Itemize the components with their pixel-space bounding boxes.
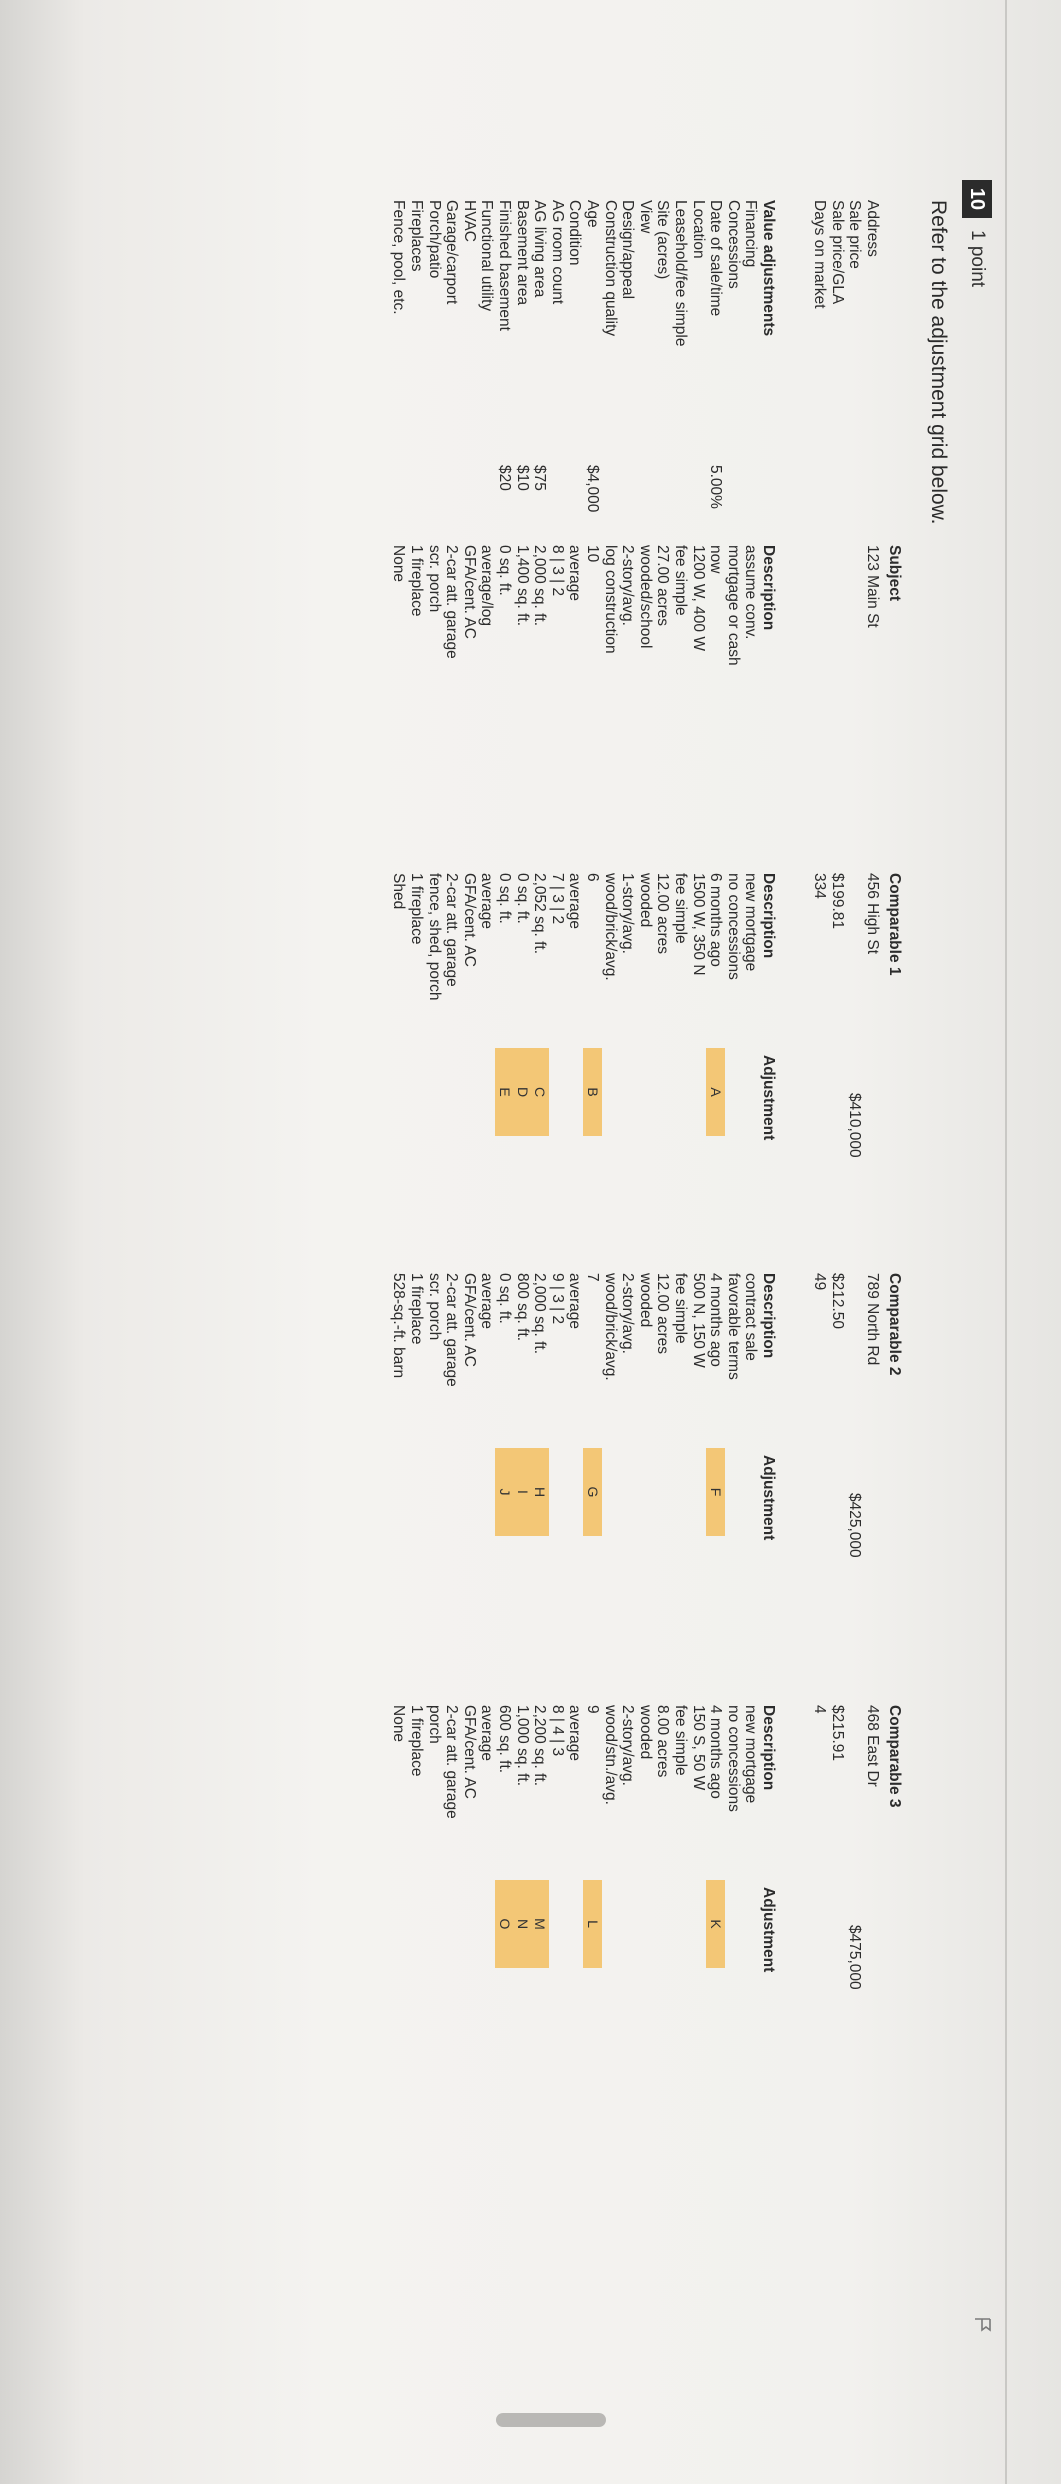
comparable-cell: favorable terms — [724, 1273, 742, 1380]
comparable-cell: Description — [760, 1273, 777, 1359]
adjustment-cell-O: O — [495, 1880, 514, 1968]
row-label: Porch/patio — [425, 200, 443, 279]
row-label: Construction quality — [601, 200, 619, 337]
comparable-cell: Shed — [390, 873, 408, 910]
comparable-cell: 4 — [811, 1705, 829, 1714]
subject-cell: 0 sq. ft. — [496, 545, 513, 596]
subject-cell: 27.00 acres — [654, 545, 672, 626]
adjustment-header: Adjustment — [760, 1887, 777, 1973]
row-label: Basement area — [513, 200, 531, 306]
comparable-cell: 789 North Rd — [864, 1273, 881, 1366]
row-label: Value adjustments — [760, 200, 777, 337]
comparable-cell: 468 East Dr — [864, 1705, 881, 1787]
card-border — [1005, 0, 1007, 2484]
adjustment-cell-K: K — [706, 1880, 725, 1968]
comparable-cell: 0 sq. ft. — [513, 873, 531, 924]
subject-cell: mortgage or cash — [724, 545, 742, 666]
comparable-cell: new mortgage — [742, 873, 760, 972]
comparable-sale-price: $475,000 — [846, 1925, 864, 1990]
adjustment-rate: $10 — [513, 465, 531, 491]
adjustment-cell-L: L — [583, 1880, 602, 1968]
row-label: Leasehold/fee simple — [672, 200, 689, 347]
row-label: Age — [584, 200, 601, 228]
comparable-cell: 1500 W, 350 N — [689, 873, 707, 976]
comparable-sale-price: $425,000 — [846, 1493, 864, 1558]
adjustment-cell-H: H — [530, 1448, 549, 1536]
comparable-cell: 7 | 3 | 2 — [548, 873, 566, 925]
comparable-header: Comparable 3 — [886, 1705, 903, 1808]
comparable-cell: GFA/cent. AC — [460, 1273, 478, 1367]
comparable-cell: 800 sq. ft. — [513, 1273, 531, 1342]
comparable-cell: 2-car att. garage — [443, 1273, 461, 1387]
comparable-cell: average — [566, 1705, 584, 1762]
subject-cell: 1 fireplace — [408, 545, 425, 617]
comparable-cell: $212.50 — [828, 1273, 846, 1330]
subject-cell: log construction — [601, 545, 619, 654]
comparable-cell: 600 sq. ft. — [496, 1705, 513, 1774]
comparable-cell: Description — [760, 873, 777, 959]
subject-cell: 1,400 sq. ft. — [513, 545, 531, 626]
comparable-cell: GFA/cent. AC — [460, 873, 478, 967]
comparable-cell: wooded — [636, 873, 654, 928]
row-label: Functional utility — [478, 200, 496, 312]
comparable-cell: 150 S, 50 W — [689, 1705, 707, 1791]
comparable-cell: wood/brick/avg. — [601, 873, 619, 981]
comparable-cell: average — [478, 873, 496, 930]
comparable-cell: average — [478, 1705, 496, 1762]
comparable-cell: average — [566, 873, 584, 930]
comparable-cell: 2-car att. garage — [443, 873, 461, 987]
comparable-cell: contract sale — [742, 1273, 760, 1361]
row-label: HVAC — [460, 200, 478, 242]
comparable-cell: 4 months ago — [707, 1705, 725, 1799]
comparable-cell: $199.81 — [828, 873, 846, 930]
subject-cell: wooded/school — [636, 545, 654, 649]
row-label: Days on market — [811, 200, 829, 309]
comparable-cell: 2,052 sq. ft. — [531, 873, 549, 954]
comparable-cell: 49 — [811, 1273, 829, 1291]
adjustment-header: Adjustment — [760, 1055, 777, 1141]
scrollbar-thumb[interactable] — [496, 2413, 606, 2427]
comparable-cell: average — [478, 1273, 496, 1330]
adjustment-rate: $20 — [496, 465, 513, 491]
row-label: AG living area — [531, 200, 549, 298]
subject-cell: 8 | 3 | 2 — [548, 545, 566, 597]
comparable-cell: None — [390, 1705, 408, 1743]
comparable-cell: 2,200 sq. ft. — [531, 1705, 549, 1786]
adjustment-cell-J: J — [495, 1448, 514, 1536]
adjustment-cell-C: C — [530, 1048, 549, 1136]
comparable-cell: wood/stn./avg. — [601, 1705, 619, 1805]
comparable-cell: 1 fireplace — [408, 1705, 425, 1777]
question-points: 1 point — [967, 230, 988, 288]
adjustment-cell-M: M — [530, 1880, 549, 1968]
comparable-cell: 4 months ago — [707, 1273, 725, 1367]
comparable-cell: 9 — [584, 1705, 601, 1714]
adjustment-cell-I: I — [513, 1448, 532, 1536]
comparable-cell: scr. porch — [425, 1273, 443, 1341]
comparable-cell: 456 High St — [864, 873, 881, 954]
comparable-cell: no concessions — [724, 873, 742, 980]
row-label: Site (acres) — [654, 200, 672, 280]
subject-cell: 123 Main St — [864, 545, 881, 628]
question-number-badge: 10 — [962, 180, 992, 218]
comparable-cell: 6 months ago — [707, 873, 725, 967]
subject-cell: average — [566, 545, 584, 602]
subject-cell: scr. porch — [425, 545, 443, 613]
comparable-cell: 7 — [584, 1273, 601, 1282]
row-label: Fence, pool, etc. — [390, 200, 408, 315]
flag-icon[interactable] — [974, 2315, 992, 2335]
comparable-cell: wood/brick/avg. — [601, 1273, 619, 1381]
row-label: Concessions — [724, 200, 742, 289]
comparable-cell: fee simple — [672, 1705, 689, 1776]
row-label: Sale price/GLA — [828, 200, 846, 305]
adjustment-cell-G: G — [583, 1448, 602, 1536]
subject-cell: fee simple — [672, 545, 689, 616]
question-prompt: Refer to the adjustment grid below. — [927, 200, 950, 525]
comparable-cell: 2-story/avg. — [619, 1273, 637, 1354]
comparable-cell: porch — [425, 1705, 443, 1744]
comparable-cell: GFA/cent. AC — [460, 1705, 478, 1799]
comparable-cell: 0 sq. ft. — [496, 1273, 513, 1324]
comparable-cell: fence, shed, porch — [425, 873, 443, 1001]
comparable-cell: $215.91 — [828, 1705, 846, 1762]
row-label: Date of sale/time — [707, 200, 725, 317]
comparable-cell: 2-car att. garage — [443, 1705, 461, 1819]
adjustment-rate: $4,000 — [584, 465, 601, 513]
comparable-cell: 2,000 sq. ft. — [531, 1273, 549, 1354]
comparable-cell: wooded — [636, 1705, 654, 1760]
adjustment-cell-D: D — [513, 1048, 532, 1136]
question-card — [0, 180, 1000, 2330]
row-label: Financing — [742, 200, 760, 268]
comparable-cell: fee simple — [672, 873, 689, 944]
subject-cell: 10 — [584, 545, 601, 563]
subject-cell: 2,000 sq. ft. — [531, 545, 549, 626]
comparable-cell: 12.00 acres — [654, 873, 672, 954]
comparable-cell: new mortgage — [742, 1705, 760, 1804]
subject-cell: assume conv. — [742, 545, 760, 640]
subject-cell: 2-story/avg. — [619, 545, 637, 626]
subject-cell: average/log — [478, 545, 496, 627]
subject-cell: now — [707, 545, 725, 574]
comparable-cell: 1 fireplace — [408, 1273, 425, 1345]
subject-cell: 2-car att. garage — [443, 545, 461, 659]
adjustment-rate: $75 — [531, 465, 549, 491]
row-label: View — [636, 200, 654, 234]
subject-cell: GFA/cent. AC — [460, 545, 478, 639]
row-label: Finished basement — [496, 200, 513, 331]
comparable-cell: fee simple — [672, 1273, 689, 1344]
adjustment-cell-F: F — [706, 1448, 725, 1536]
row-label: Condition — [566, 200, 584, 266]
comparable-cell: 0 sq. ft. — [496, 873, 513, 924]
adjustment-cell-B: B — [583, 1048, 602, 1136]
comparable-cell: 500 N, 150 W — [689, 1273, 707, 1368]
subject-cell: None — [390, 545, 408, 583]
adjustment-header: Adjustment — [760, 1455, 777, 1541]
comparable-cell: 12.00 acres — [654, 1273, 672, 1354]
comparable-cell: wooded — [636, 1273, 654, 1328]
comparable-cell: 334 — [811, 873, 829, 899]
adjustment-cell-E: E — [495, 1048, 514, 1136]
comparable-cell: 1,000 sq. ft. — [513, 1705, 531, 1786]
adjustment-cell-A: A — [706, 1048, 725, 1136]
row-label: Design/appeal — [619, 200, 637, 300]
row-label: AG room count — [548, 200, 566, 305]
comparable-cell: 8.00 acres — [654, 1705, 672, 1778]
subject-cell: 1200 W, 400 W — [689, 545, 707, 651]
comparable-cell: 1 fireplace — [408, 873, 425, 945]
comparable-cell: 528-sq.-ft. barn — [390, 1273, 408, 1379]
comparable-cell: 2-story/avg. — [619, 1705, 637, 1786]
adjustment-cell-N: N — [513, 1880, 532, 1968]
row-label: Fireplaces — [408, 200, 425, 272]
subject-cell: Description — [760, 545, 777, 631]
comparable-cell: Description — [760, 1705, 777, 1791]
comparable-sale-price: $410,000 — [846, 1093, 864, 1158]
comparable-header: Comparable 2 — [886, 1273, 903, 1376]
row-label: Sale price — [846, 200, 864, 269]
subject-header: Subject — [886, 545, 903, 601]
row-label: Address — [864, 200, 881, 257]
adjustment-rate: 5.00% — [707, 465, 725, 509]
adjustment-grid — [345, 200, 905, 2200]
comparable-cell: 1-story/avg. — [619, 873, 637, 954]
comparable-header: Comparable 1 — [886, 873, 903, 976]
row-label: Garage/carport — [443, 200, 461, 305]
comparable-cell: 8 | 4 | 3 — [548, 1705, 566, 1757]
comparable-cell: no concessions — [724, 1705, 742, 1812]
comparable-cell: 9 | 3 | 2 — [548, 1273, 566, 1325]
comparable-cell: 6 — [584, 873, 601, 882]
row-label: Location — [689, 200, 707, 259]
comparable-cell: average — [566, 1273, 584, 1330]
